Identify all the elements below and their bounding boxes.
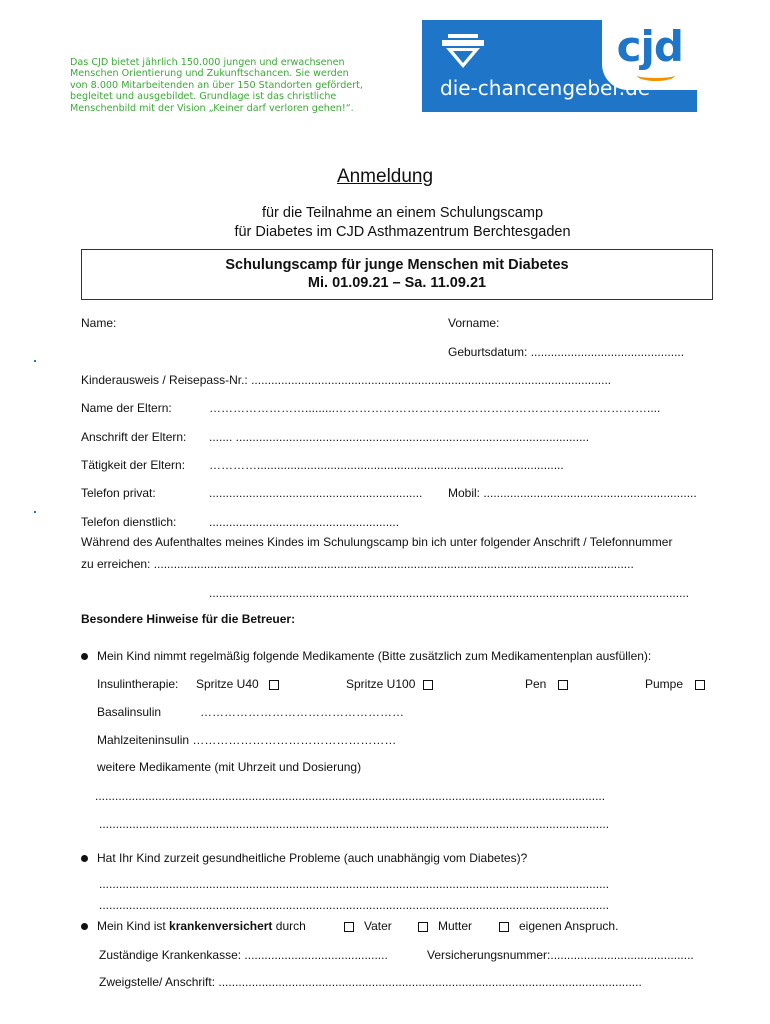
hinweise-heading: Besondere Hinweise für die Betreuer: — [81, 612, 296, 626]
mahlzeit-field[interactable]: Mahlzeiteninsulin …………………………………………… — [97, 733, 397, 747]
weitere-field-1[interactable]: ......................................................................................................................................................... — [95, 789, 606, 803]
option-label: Spritze U100 — [346, 677, 416, 691]
insulin-label: Insulintherapie: — [97, 677, 179, 691]
weitere-field-2[interactable]: ......................................................................................................................................................... — [99, 817, 610, 831]
intro-line: von 8.000 Mitarbeitenden an über 150 Standorten gefördert, — [70, 79, 363, 91]
option-vater[interactable] — [340, 919, 392, 933]
versichert-pre: Mein Kind ist — [97, 919, 170, 933]
option-label: Spritze U40 — [196, 677, 259, 691]
camp-dates: Mi. 01.09.21 – Sa. 11.09.21 — [307, 275, 487, 291]
logo-brand: cjd — [616, 22, 683, 71]
name-field[interactable]: Name: — [81, 316, 117, 330]
intro-line: begleitet und ausgebildet. Grundlage ist das christliche — [70, 91, 337, 103]
weitere-label: weitere Medikamente (mit Uhrzeit und Dosierung) — [97, 760, 362, 774]
mobil-field[interactable]: Mobil: ................................................................ — [448, 486, 697, 500]
vorname-field[interactable]: Vorname: — [448, 316, 500, 330]
telefon-field[interactable]: ................................................................ — [209, 486, 423, 500]
bullet-icon — [81, 653, 88, 660]
checkbox-icon[interactable] — [418, 922, 428, 932]
intro-line: Das CJD bietet jährlich 150.000 jungen und erwachsenen — [70, 57, 345, 68]
probleme-text: Hat Ihr Kind zurzeit gesundheitliche Probleme (auch unabhängig vom Diabetes)? — [97, 851, 528, 865]
eltern-field[interactable]: …………………….........…………………………………………………………………….... — [209, 401, 661, 415]
option-pen[interactable] — [525, 677, 568, 691]
versichert-bold: krankenversichert — [169, 919, 273, 933]
anschrift-field[interactable]: ....... .......................................................................................................... — [209, 430, 590, 444]
subtitle-2: für Diabetes im CJD Asthmazentrum Berchtesgaden — [234, 224, 571, 240]
option-pumpe[interactable] — [645, 677, 705, 691]
anschrift-label: Anschrift der Eltern: — [81, 430, 187, 444]
checkbox-icon[interactable] — [269, 680, 279, 690]
geburtsdatum-field[interactable]: Geburtsdatum: .............................................. — [448, 345, 685, 359]
versichert-post: durch — [272, 919, 306, 933]
option-label: eigenen Anspruch. — [519, 919, 619, 933]
telefon-label: Telefon privat: — [81, 486, 156, 500]
page-title: Anmeldung — [336, 166, 434, 187]
probleme-field-1[interactable]: ......................................................................................................................................................... — [99, 877, 610, 891]
erreichen-field[interactable]: zu erreichen: ................................................................................................................................................ — [81, 557, 634, 571]
option-anspruch[interactable] — [495, 919, 618, 933]
checkbox-icon[interactable] — [423, 680, 433, 690]
cjd-emblem-icon — [440, 34, 486, 70]
checkbox-icon[interactable] — [558, 680, 568, 690]
intro-line: Menschen Orientierung und Zukunftschancen. Sie werden — [70, 68, 349, 80]
margin-mark — [34, 511, 36, 513]
taetigkeit-label: Tätigkeit der Eltern: — [81, 458, 186, 472]
intro-line: Menschenbild mit der Vision „Keiner darf verloren gehen!“. — [70, 102, 354, 114]
erreichen-field-2[interactable]: ................................................................................................................................................ — [209, 586, 690, 600]
option-label: Pen — [525, 677, 547, 691]
versichert-text — [97, 919, 306, 933]
eltern-label: Name der Eltern: — [81, 401, 172, 415]
cjd-logo — [422, 20, 697, 112]
checkbox-icon[interactable] — [695, 680, 705, 690]
option-spritze-u40[interactable] — [196, 677, 279, 691]
margin-mark — [34, 360, 36, 362]
taetigkeit-field[interactable]: …………............................................................................................ — [209, 458, 564, 472]
option-label: Pumpe — [645, 677, 684, 691]
checkbox-icon[interactable] — [499, 922, 509, 932]
bullet-icon — [81, 855, 88, 862]
logo-url: die-chancengeber.de — [440, 76, 651, 100]
ausweis-field[interactable]: Kinderausweis / Reisepass-Nr.: ............................................................................................................ — [81, 373, 612, 387]
zweigstelle-field[interactable]: Zweigstelle/ Anschrift: ............................................................................................................................... — [99, 975, 642, 989]
aufenthalt-text: Während des Aufenthaltes meines Kindes im Schulungscamp bin ich unter folgender Anschrift / Telefonnummer — [81, 535, 673, 549]
basal-field[interactable]: …………………………………………… — [200, 705, 404, 719]
versicherungsnummer-field[interactable]: Versicherungsnummer:........................................... — [427, 948, 694, 962]
option-label: Vater — [364, 919, 392, 933]
intro-text — [70, 57, 400, 114]
dienst-label: Telefon dienstlich: — [81, 515, 177, 529]
option-spritze-u100[interactable] — [346, 677, 433, 691]
subtitle-1: für die Teilnahme an einem Schulungscamp — [261, 205, 544, 221]
dienst-field[interactable]: ......................................................... — [209, 515, 400, 529]
camp-box — [81, 249, 713, 300]
probleme-field-2[interactable]: ......................................................................................................................................................... — [99, 898, 610, 912]
krankenkasse-field[interactable]: Zuständige Krankenkasse: ........................................... — [99, 948, 388, 962]
checkbox-icon[interactable] — [344, 922, 354, 932]
medikamente-text: Mein Kind nimmt regelmäßig folgende Medikamente (Bitte zusätzlich zum Medikamentenplan ausfüllen): — [97, 649, 652, 663]
bullet-icon — [81, 923, 88, 930]
option-mutter[interactable] — [414, 919, 472, 933]
camp-title: Schulungscamp für junge Menschen mit Diabetes — [225, 257, 569, 273]
basal-label: Basalinsulin — [97, 705, 162, 719]
option-label: Mutter — [438, 919, 473, 933]
